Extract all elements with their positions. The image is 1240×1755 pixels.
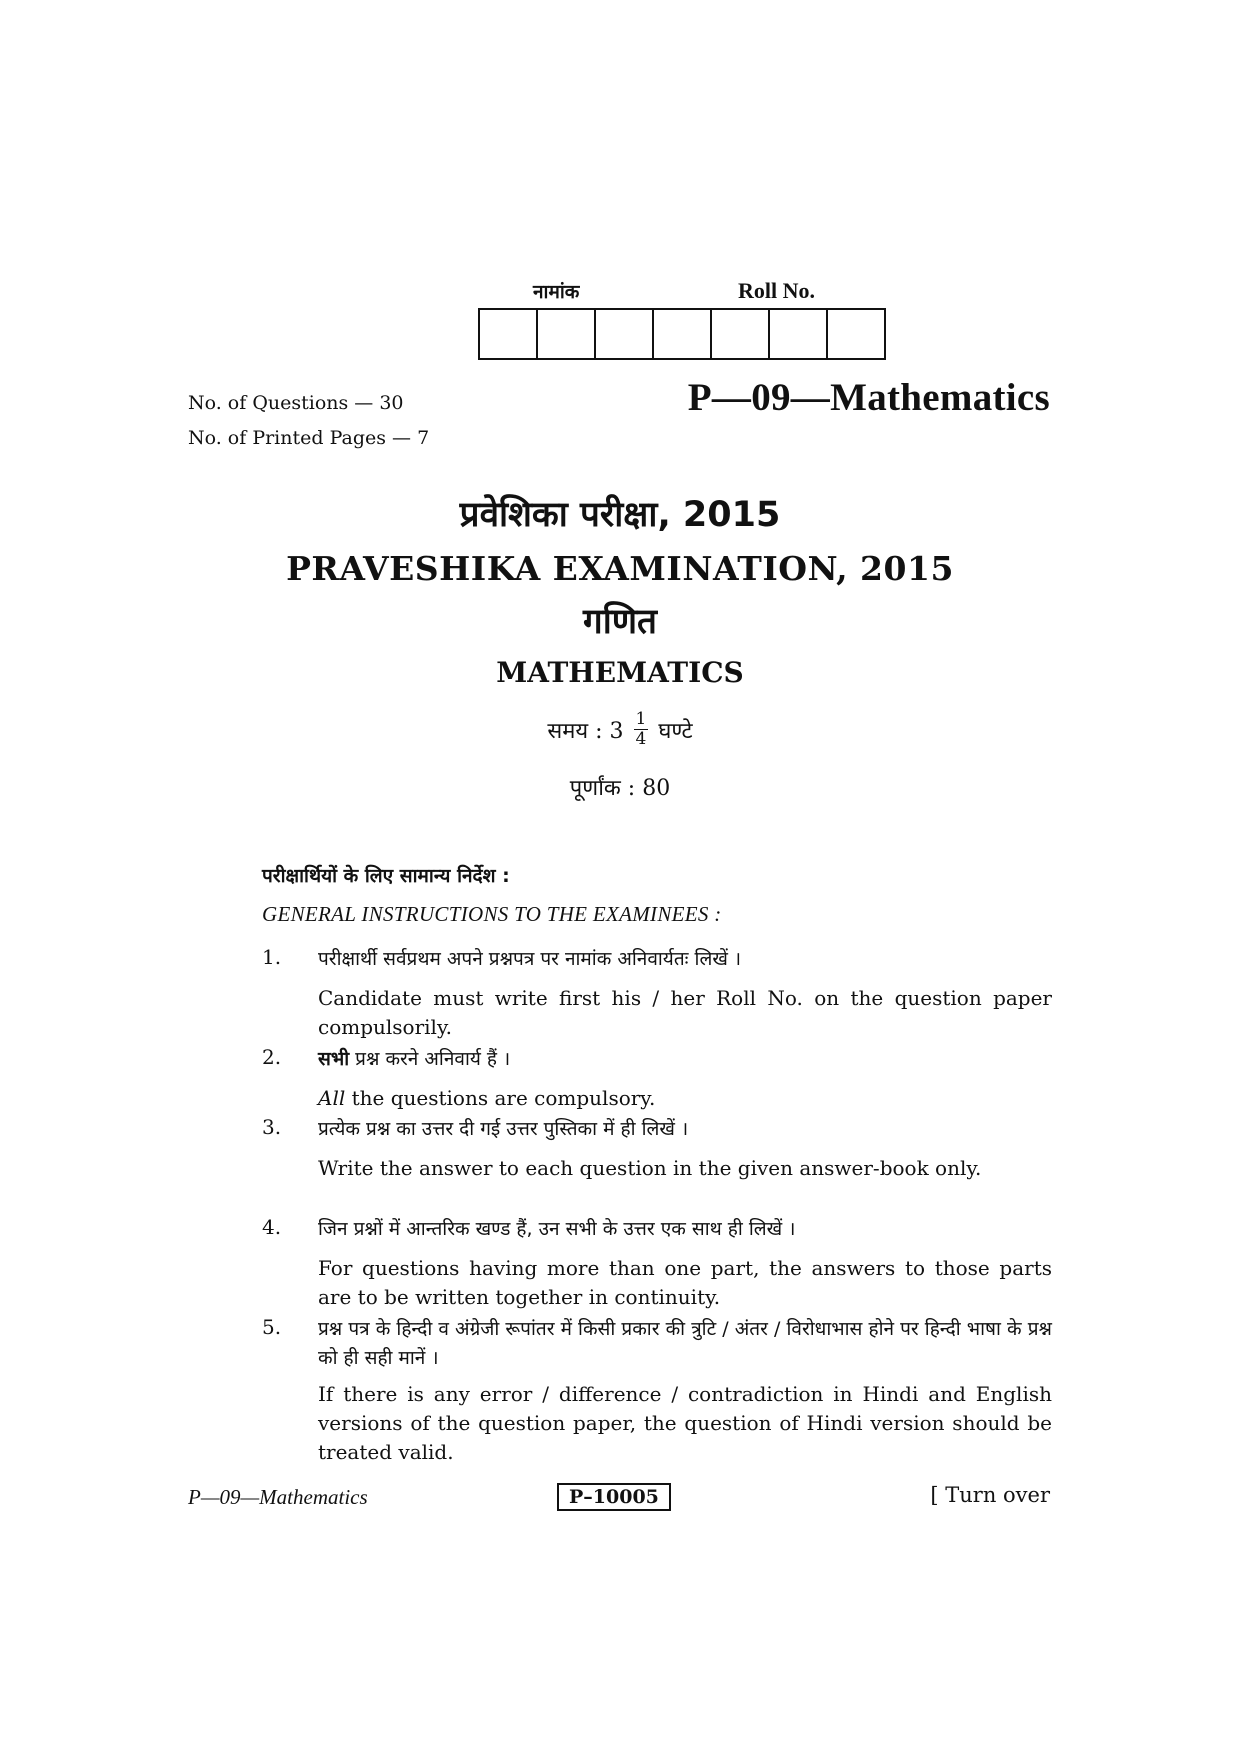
instruction-text-english: Write the answer to each question in the given answer-book only. [318,1156,982,1180]
roll-digit-box[interactable] [828,310,884,358]
time-label: समय : 3 [547,718,624,744]
instruction-text-english: For questions having more than one part, the answers to those parts are to be written together in continuity. [318,1256,1052,1309]
roll-label-english: Roll No. [738,278,815,303]
roll-number-boxes [478,308,886,360]
footer-booklet-code: P–10005 [557,1483,671,1511]
roll-digit-box[interactable] [480,310,538,358]
exam-title-hindi: प्रवेशिका परीक्षा, 2015 [459,495,781,535]
time-fraction [634,710,649,749]
instruction-text-hindi: सभी प्रश्न करने अनिवार्य हैं । [318,1048,511,1070]
instruction-number: 5. [262,1315,282,1339]
instruction-text-hindi: प्रत्येक प्रश्न का उत्तर दी गई उत्तर पुस्तिका में ही लिखें । [318,1118,689,1140]
subject-hindi: गणित [582,602,658,642]
exam-title-english: PRAVESHIKA EXAMINATION, 2015 [286,549,954,588]
roll-digit-box[interactable] [538,310,596,358]
emphasis-italic: All [318,1086,346,1110]
instruction-number: 1. [262,945,282,969]
maximum-marks: पूर्णांक : 80 [569,776,671,801]
footer-paper-code: P—09—Mathematics [188,1485,368,1509]
roll-number-labels [533,278,853,306]
paper-code-title: P—09—Mathematics [687,376,1050,419]
turn-over-note: [ Turn over [930,1483,1050,1507]
instruction-text-english: All the questions are compulsory. [318,1086,656,1110]
instruction-number: 3. [262,1115,282,1139]
instruction-text-english: Candidate must write first his / her Roll No. on the question paper compulsorily. [318,986,1052,1039]
instruction-number: 4. [262,1215,282,1239]
time-unit: घण्टे [658,718,693,744]
fraction-numerator: 1 [635,709,647,729]
fraction-denominator: 4 [635,729,647,749]
time-allowed [0,710,1240,749]
instruction-text-hindi: परीक्षार्थी सर्वप्रथम अपने प्रश्नपत्र पर नामांक अनिवार्यतः लिखें । [318,948,742,970]
subject-english: MATHEMATICS [496,656,744,689]
number-of-printed-pages: No. of Printed Pages — 7 [188,427,430,449]
instruction-text-english: If there is any error / difference / contradiction in Hindi and English versions of the question paper, the question of Hindi version should be treated valid. [318,1382,1052,1464]
instruction-number: 2. [262,1045,282,1069]
roll-digit-box[interactable] [770,310,828,358]
instruction-text-hindi: प्रश्न पत्र के हिन्दी व अंग्रेजी रूपांतर में किसी प्रकार की त्रुटि / अंतर / विरोधाभास होने पर हिन्दी भाषा के प्रश्न को ही सही मानें । [318,1318,1052,1369]
instructions-heading-english: GENERAL INSTRUCTIONS TO THE EXAMINEES : [262,902,722,926]
emphasis-bold: सभी [318,1048,350,1070]
roll-digit-box[interactable] [596,310,654,358]
instructions-heading-hindi: परीक्षार्थियों के लिए सामान्य निर्देश : [262,865,510,887]
roll-digit-box[interactable] [712,310,770,358]
roll-digit-box[interactable] [654,310,712,358]
roll-label-hindi: नामांक [533,281,580,303]
number-of-questions: No. of Questions — 30 [188,392,404,414]
instruction-text-hindi: जिन प्रश्नों में आन्तरिक खण्ड हैं, उन सभी के उत्तर एक साथ ही लिखें । [318,1218,796,1240]
